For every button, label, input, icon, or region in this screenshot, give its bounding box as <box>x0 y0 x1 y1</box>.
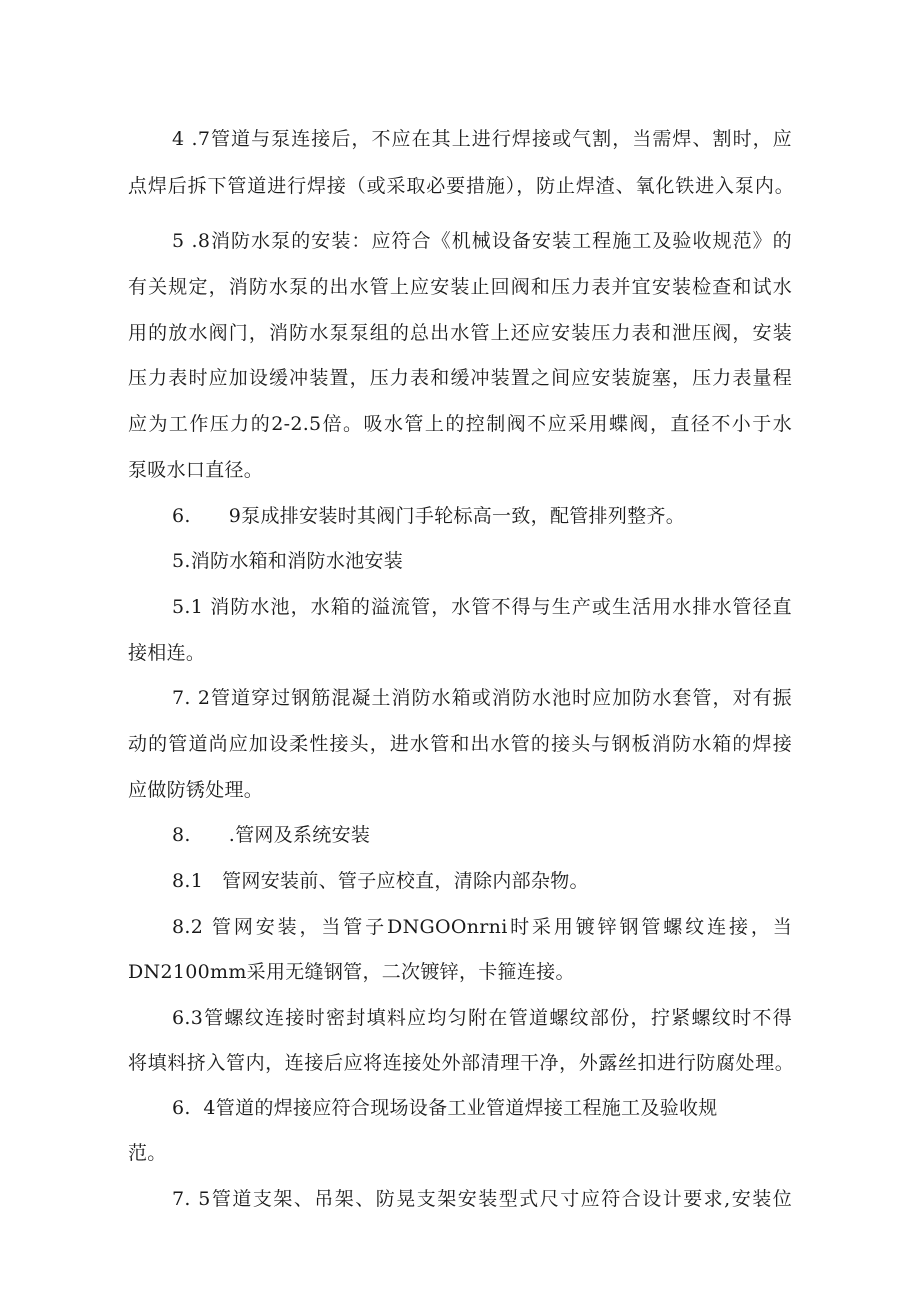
text-line-21: 将填料挤入管内，连接后应将连接处外部清理干净，外露丝扣进行防腐处理。 <box>128 1052 794 1074</box>
text-line-2: 点焊后拆下管道进行焊接（或采取必要措施），防止焊渣、氧化铁进入泵内。 <box>128 175 794 197</box>
text-line-24: 7. 5管道支架、吊架、防晃支架安装型式尺寸应符合设计要求,安装位 <box>172 1188 792 1210</box>
text-line-1: 4 .7管道与泵连接后，不应在其上进行焊接或气割，当需焊、割时，应 <box>172 128 792 150</box>
text-line-20: 6.3管螺纹连接时密封填料应均匀附在管道螺纹部份，拧紧螺纹时不得 <box>172 1007 792 1029</box>
text-line-13: 7. 2管道穿过钢筋混凝土消防水箱或消防水池时应加防水套管，对有振 <box>172 687 792 709</box>
text-line-8: 泵吸水口直径。 <box>128 459 264 481</box>
text-line-3: 5 .8消防水泵的安装：应符合《机械设备安装工程施工及验收规范》的 <box>172 230 792 252</box>
text-line-4: 有关规定，消防水泵的出水管上应安装止回阀和压力表并宜安装检查和试水 <box>128 276 792 298</box>
text-line-18: 8.2 管网安装，当管子DNGOOnrni时采用镀锌钢管螺纹连接，当 <box>172 916 792 938</box>
text-line-22: 6. 4管道的焊接应符合现场设备工业管道焊接工程施工及验收规 <box>172 1097 718 1119</box>
section-heading-8: 8. .管网及系统安装 <box>172 824 371 846</box>
text-line-12: 接相连。 <box>128 642 206 664</box>
text-line-5: 用的放水阀门，消防水泵泵组的总出水管上还应安装压力表和泄压阀，安装 <box>128 322 792 344</box>
section-heading-5: 5.消防水箱和消防水池安装 <box>172 550 404 572</box>
text-line-9: 6. 9泵成排安装时其阀门手轮标高一致，配管排列整齐。 <box>172 505 686 527</box>
text-line-23: 范。 <box>128 1142 167 1164</box>
text-line-6: 压力表时应加设缓冲装置，压力表和缓冲装置之间应安装旋塞，压力表量程 <box>128 367 792 389</box>
text-line-19: DN2100mm采用无缝钢管，二次镀锌，卡箍连接。 <box>128 961 575 983</box>
text-line-17: 8.1 管网安装前、管子应校直，清除内部杂物。 <box>172 870 589 892</box>
text-line-7: 应为工作压力的2-2.5倍。吸水管上的控制阀不应采用蝶阀，直径不小于水 <box>128 413 792 435</box>
text-line-11: 5.1 消防水池，水箱的溢流管，水管不得与生产或生活用水排水管径直 <box>172 596 792 618</box>
text-line-14: 动的管道尚应加设柔性接头，进水管和出水管的接头与钢板消防水箱的焊接 <box>128 733 792 755</box>
text-line-15: 应做防锈处理。 <box>128 779 264 801</box>
